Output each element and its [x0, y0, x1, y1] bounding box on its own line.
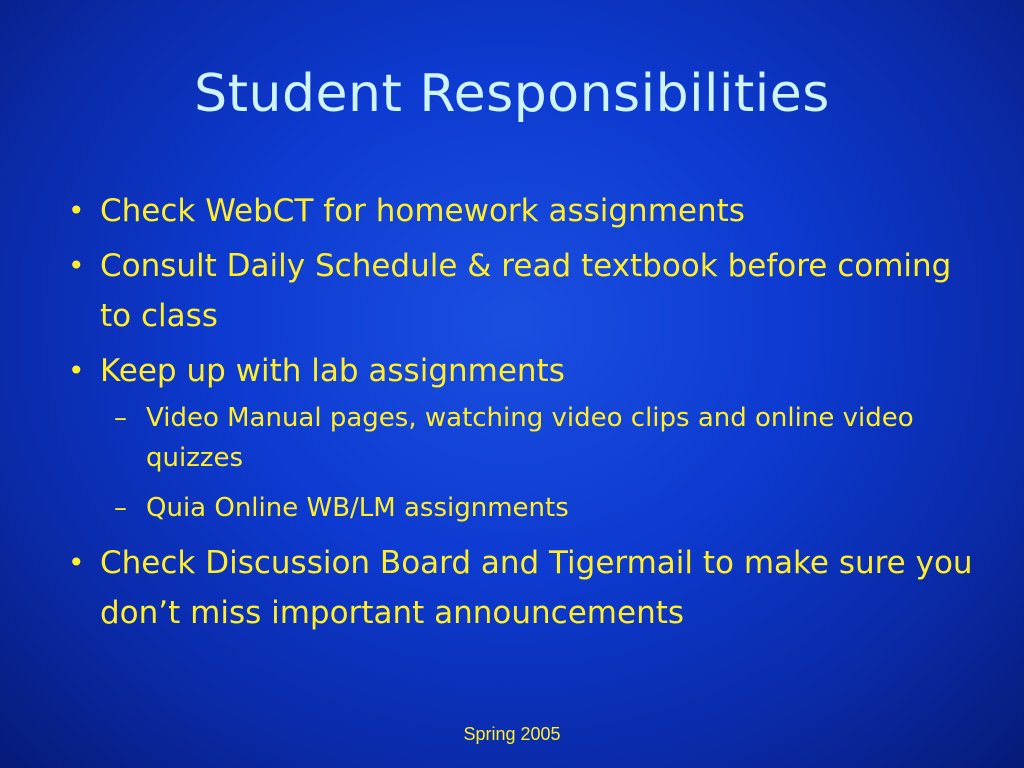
sub-bullet-list [100, 398, 976, 528]
bullet-item [66, 538, 976, 638]
bullet-icon: • [68, 194, 85, 227]
bullet-text: Consult Daily Schedule & read textbook before coming to class [100, 248, 952, 334]
bullet-text: Check Discussion Board and Tigermail to make sure you don’t miss important announcements [100, 545, 973, 631]
dash-icon: – [114, 403, 127, 433]
bullet-item [66, 186, 976, 236]
sub-bullet-item [100, 488, 976, 528]
sub-bullet-item [100, 398, 976, 478]
sub-bullet-text: Quia Online WB/LM assignments [146, 493, 569, 523]
bullet-icon: • [68, 354, 85, 387]
sub-bullet-text: Video Manual pages, watching video clips and online video quizzes [146, 403, 914, 473]
bullet-text: Keep up with lab assignments [100, 353, 565, 389]
bullet-icon: • [68, 546, 85, 579]
bullet-item [66, 241, 976, 341]
slide-title: Student Responsibilities [194, 64, 830, 124]
bullet-list [66, 186, 976, 643]
bullet-text: Check WebCT for homework assignments [100, 193, 745, 229]
bullet-item [66, 346, 976, 528]
slide-footer: Spring 2005 [463, 724, 561, 744]
dash-icon: – [114, 493, 127, 523]
bullet-icon: • [68, 249, 85, 282]
